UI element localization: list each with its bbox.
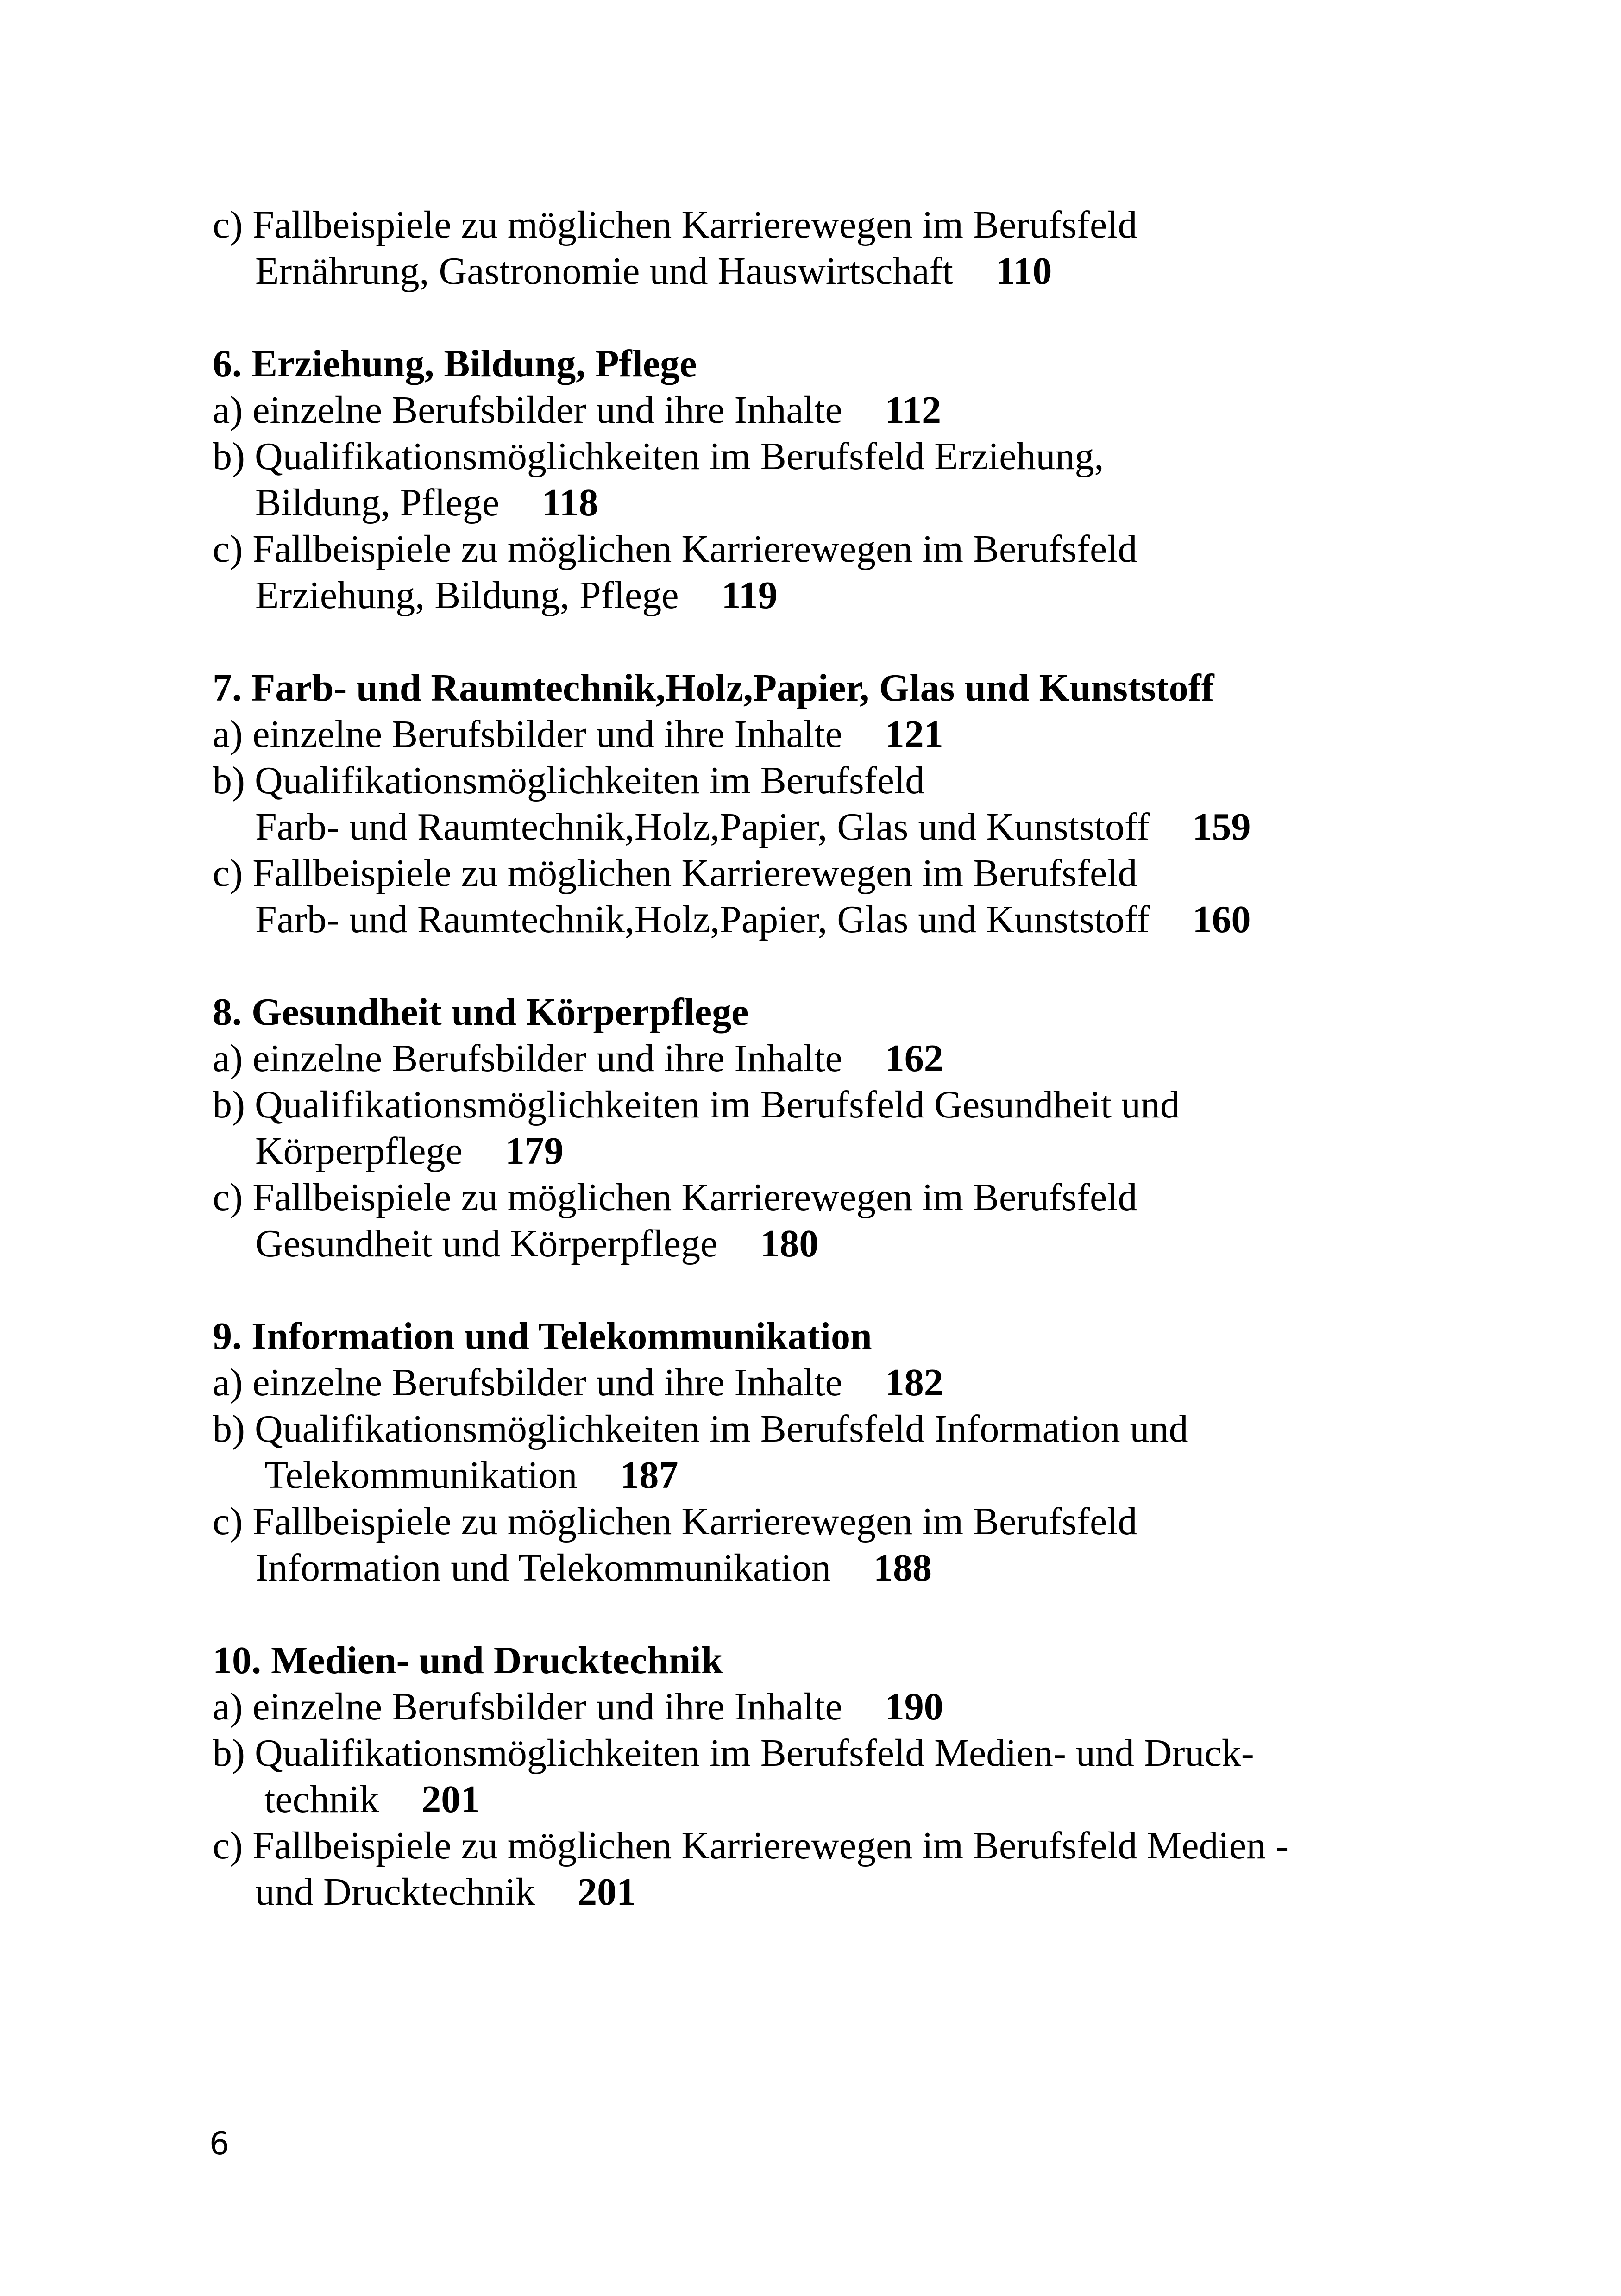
section-gap: [213, 619, 1556, 665]
toc-page-number: 190: [885, 1685, 943, 1728]
toc-page-number: 188: [873, 1546, 932, 1589]
toc-entry-8b-line1: b) Qualifikationsmöglichkeiten im Berufsfeld Gesundheit und: [213, 1083, 1180, 1126]
toc-entry-text: Farb- und Raumtechnik,Holz,Papier, Glas und Kunststoff: [255, 898, 1150, 941]
toc-page-number: 179: [505, 1129, 564, 1173]
toc-entry-5c-line1: c) Fallbeispiele zu möglichen Karrierewegen im Berufsfeld: [213, 203, 1137, 246]
toc-page-number: 187: [620, 1454, 679, 1497]
toc-entry-text: a) einzelne Berufsbilder und ihre Inhalte: [213, 1361, 842, 1404]
toc-entry-text: a) einzelne Berufsbilder und ihre Inhalte: [213, 389, 842, 432]
toc-entry-6a: [213, 387, 1556, 433]
toc-entry-text: Farb- und Raumtechnik,Holz,Papier, Glas und Kunststoff: [255, 805, 1150, 848]
toc-page-number: 112: [885, 389, 942, 432]
toc-page-number: 201: [421, 1778, 480, 1821]
toc-entry-text: Information und Telekommunikation: [255, 1546, 831, 1589]
toc-entry-7a: [213, 711, 1556, 758]
toc-entry-9b-line1: b) Qualifikationsmöglichkeiten im Berufsfeld Information und: [213, 1407, 1188, 1450]
toc-entry-text: a) einzelne Berufsbilder und ihre Inhalte: [213, 713, 842, 756]
toc-entry-text: a) einzelne Berufsbilder und ihre Inhalte: [213, 1685, 842, 1728]
table-of-contents: [213, 202, 1556, 1915]
toc-page-number: 159: [1192, 805, 1251, 848]
toc-entry-10c-line1: c) Fallbeispiele zu möglichen Karrierewegen im Berufsfeld Medien -: [213, 1824, 1289, 1867]
toc-page-number: 180: [760, 1222, 819, 1265]
toc-entry-10b-line1: b) Qualifikationsmöglichkeiten im Berufsfeld Medien- und Druck-: [213, 1731, 1254, 1775]
toc-entry-6b-line2: [213, 480, 1556, 526]
toc-page-number: 121: [885, 713, 943, 756]
toc-entry-text: und Drucktechnik: [255, 1870, 535, 1913]
section-heading-8: 8. Gesundheit und Körperpflege: [213, 991, 749, 1034]
toc-entry-8b-line2: [213, 1128, 1556, 1174]
toc-entry-7b-line1: b) Qualifikationsmöglichkeiten im Berufsfeld: [213, 759, 925, 802]
toc-page-number: 162: [885, 1037, 943, 1080]
section-gap: [213, 1267, 1556, 1313]
toc-page-number: 182: [885, 1361, 943, 1404]
toc-page-number: 110: [995, 250, 1052, 293]
section-heading-6: 6. Erziehung, Bildung, Pflege: [213, 342, 697, 385]
toc-page-number: 119: [721, 574, 778, 617]
toc-entry-7b-line2: [213, 804, 1556, 850]
section-gap: [213, 1591, 1556, 1637]
toc-entry-10c-line2: [213, 1869, 1556, 1915]
section-heading-9: 9. Information und Telekommunikation: [213, 1315, 872, 1358]
toc-page-number: 201: [578, 1870, 636, 1913]
toc-entry-6c-line1: c) Fallbeispiele zu möglichen Karrierewegen im Berufsfeld: [213, 527, 1137, 571]
toc-entry-10b-line2: [213, 1776, 1556, 1823]
section-gap: [213, 295, 1556, 341]
toc-entry-text: a) einzelne Berufsbilder und ihre Inhalte: [213, 1037, 842, 1080]
toc-entry-7c-line2: [213, 897, 1556, 943]
toc-entry-text: Telekommunikation: [264, 1454, 578, 1497]
toc-page-number: 160: [1192, 898, 1251, 941]
toc-entry-9c-line1: c) Fallbeispiele zu möglichen Karrierewegen im Berufsfeld: [213, 1500, 1137, 1543]
section-heading-7: 7. Farb- und Raumtechnik,Holz,Papier, Glas und Kunststoff: [213, 666, 1214, 709]
toc-entry-7c-line1: c) Fallbeispiele zu möglichen Karrierewegen im Berufsfeld: [213, 852, 1137, 895]
toc-entry-8c-line2: [213, 1221, 1556, 1267]
toc-entry-text: technik: [264, 1778, 379, 1821]
toc-page-number: 118: [542, 481, 598, 524]
toc-entry-9c-line2: [213, 1545, 1556, 1591]
page-number: 6: [209, 2126, 230, 2162]
toc-entry-text: Körperpflege: [255, 1129, 463, 1173]
toc-entry-6c-line2: [213, 572, 1556, 619]
toc-entry-text: Ernährung, Gastronomie und Hauswirtschaft: [255, 250, 953, 293]
toc-entry-8c-line1: c) Fallbeispiele zu möglichen Karrierewegen im Berufsfeld: [213, 1176, 1137, 1219]
toc-entry-6b-line1: b) Qualifikationsmöglichkeiten im Berufsfeld Erziehung,: [213, 435, 1104, 478]
section-gap: [213, 943, 1556, 989]
toc-entry-9b-line2: [213, 1452, 1556, 1499]
toc-entry-8a: [213, 1035, 1556, 1082]
toc-entry-5c-line2: [213, 248, 1556, 295]
toc-entry-9a: [213, 1360, 1556, 1406]
toc-entry-10a: [213, 1684, 1556, 1730]
toc-entry-text: Bildung, Pflege: [255, 481, 500, 524]
toc-entry-text: Gesundheit und Körperpflege: [255, 1222, 718, 1265]
section-heading-10: 10. Medien- und Drucktechnik: [213, 1639, 723, 1682]
toc-entry-text: Erziehung, Bildung, Pflege: [255, 574, 679, 617]
